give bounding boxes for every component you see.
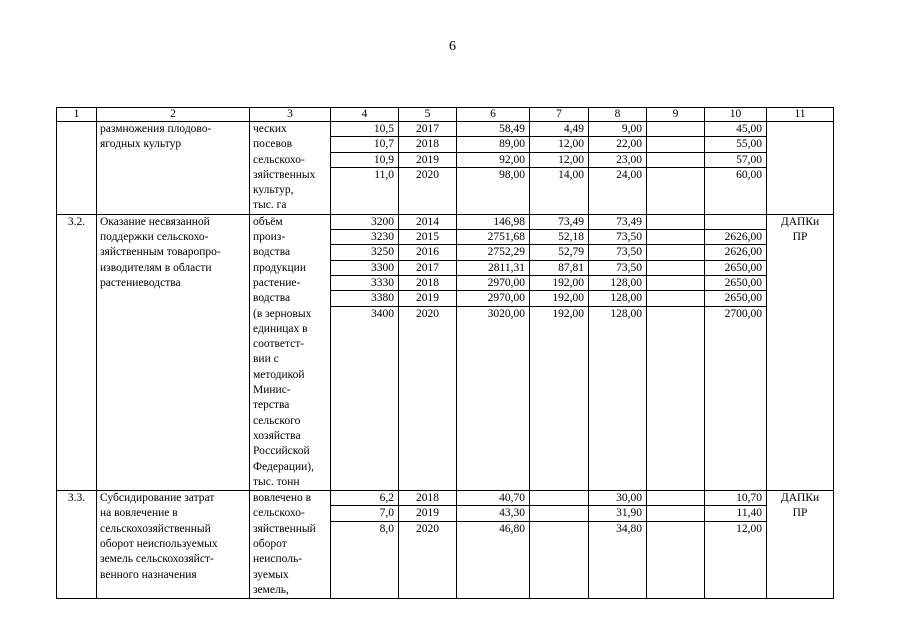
local-budget bbox=[647, 122, 705, 215]
indicator-unit-line: вии с bbox=[253, 353, 279, 366]
indicator-unit-line: (в зерновых bbox=[253, 307, 312, 320]
header-cell-9: 9 bbox=[647, 108, 705, 122]
measure-name-line: изводителям в области bbox=[100, 261, 212, 274]
header-row bbox=[57, 108, 834, 122]
regional-budget-value: 73,50 bbox=[589, 230, 646, 245]
indicator-value-value: 3380 bbox=[331, 291, 398, 306]
measure-name-line: ягодных культур bbox=[100, 138, 182, 151]
federal-budget-value: 87,81 bbox=[530, 261, 588, 276]
indicator-unit-line: вовлечено в bbox=[253, 492, 312, 505]
extrabudgetary-value: 60,00 bbox=[736, 168, 762, 181]
extrabudgetary-value: 2650,00 bbox=[705, 261, 766, 276]
extrabudgetary-value: 57,00 bbox=[705, 153, 766, 168]
measure-name bbox=[97, 214, 250, 490]
measure-name-line: Субсидирование затрат bbox=[100, 492, 215, 505]
program-table bbox=[56, 107, 834, 599]
header-cell-11: 11 bbox=[767, 108, 834, 122]
extrabudgetary bbox=[705, 122, 767, 215]
federal-budget-value bbox=[530, 522, 588, 537]
indicator-unit-line: терства bbox=[253, 399, 290, 412]
federal-budget-value: 14,00 bbox=[558, 168, 584, 181]
header-cell-3: 3 bbox=[250, 108, 331, 122]
federal-budget-value bbox=[530, 491, 588, 506]
measure-name-line: земель сельскохозяйст- bbox=[100, 553, 214, 566]
local-budget-value bbox=[647, 261, 704, 276]
executor-line: ПР bbox=[792, 231, 808, 244]
federal-budget bbox=[530, 214, 589, 490]
regional-budget bbox=[589, 122, 647, 215]
year-value: 2018 bbox=[399, 276, 456, 291]
federal-budget-value bbox=[530, 506, 588, 521]
total-amount bbox=[457, 214, 530, 490]
indicator-unit-line: произ- bbox=[253, 231, 286, 244]
indicator-value-value: 3300 bbox=[331, 261, 398, 276]
extrabudgetary-value: 45,00 bbox=[705, 122, 766, 137]
header-cell-1: 1 bbox=[57, 108, 97, 122]
total-amount-value: 146,98 bbox=[457, 215, 529, 230]
regional-budget-value: 9,00 bbox=[589, 122, 646, 137]
total-amount-value: 3020,00 bbox=[487, 307, 525, 320]
year-value: 2018 bbox=[399, 137, 456, 152]
indicator-unit-line: культур, bbox=[253, 184, 294, 197]
header-cell-2: 2 bbox=[97, 108, 250, 122]
measure-name-line: венного назначения bbox=[100, 568, 197, 581]
year bbox=[399, 491, 457, 599]
indicator-unit-line: зуемых bbox=[253, 568, 289, 581]
regional-budget-value: 128,00 bbox=[589, 291, 646, 306]
indicator-value-value: 7,0 bbox=[331, 506, 398, 521]
regional-budget-value: 34,80 bbox=[616, 522, 642, 535]
local-budget-value bbox=[647, 215, 704, 230]
total-amount-value: 2811,31 bbox=[457, 261, 529, 276]
regional-budget bbox=[589, 491, 647, 599]
total-amount-value: 89,00 bbox=[457, 137, 529, 152]
measure-name-line: на вовлечение в bbox=[100, 507, 178, 520]
table-row bbox=[57, 491, 834, 599]
indicator-value-value: 3200 bbox=[331, 215, 398, 230]
regional-budget-value: 73,50 bbox=[589, 245, 646, 260]
indicator-unit-line: ческих bbox=[253, 123, 287, 135]
local-budget-value bbox=[647, 168, 704, 183]
federal-budget-value: 192,00 bbox=[552, 307, 584, 320]
item-number bbox=[57, 122, 97, 215]
indicator-unit-line: растение- bbox=[253, 276, 301, 289]
local-budget-value bbox=[647, 307, 704, 322]
indicator-unit bbox=[250, 214, 331, 490]
indicator-unit-line: оборот bbox=[253, 538, 287, 551]
total-amount-value: 92,00 bbox=[457, 153, 529, 168]
extrabudgetary bbox=[705, 491, 767, 599]
executor-line: ДАПКи bbox=[780, 215, 820, 228]
total-amount-value: 40,70 bbox=[457, 491, 529, 506]
indicator-value-value: 3230 bbox=[331, 230, 398, 245]
indicator-value-value: 11,0 bbox=[374, 168, 394, 181]
indicator-unit-line: зяйственный bbox=[253, 522, 316, 535]
indicator-unit-line: методикой bbox=[253, 368, 305, 381]
header-cell-4: 4 bbox=[331, 108, 399, 122]
local-budget-value bbox=[647, 291, 704, 306]
measure-name-line: сельскохозяйственный bbox=[100, 522, 211, 535]
measure-name-line: растениеводства bbox=[100, 276, 181, 289]
table-row bbox=[57, 122, 834, 215]
local-budget bbox=[647, 214, 705, 490]
indicator-unit-line: продукции bbox=[253, 261, 306, 274]
measure-name-line: оборот неиспользуемых bbox=[100, 538, 218, 551]
indicator-value-value: 8,0 bbox=[379, 522, 394, 535]
year-value: 2019 bbox=[399, 291, 456, 306]
regional-budget-value: 24,00 bbox=[616, 168, 642, 181]
year-value: 2019 bbox=[399, 506, 456, 521]
regional-budget-value: 30,00 bbox=[589, 491, 646, 506]
total-amount-value: 43,30 bbox=[457, 506, 529, 521]
executor-line: ДАПКи bbox=[780, 492, 820, 505]
local-budget-value bbox=[647, 522, 704, 537]
total-amount-value: 2970,00 bbox=[457, 276, 529, 291]
measure-name-line: поддержки сельскохо- bbox=[100, 231, 209, 244]
indicator-unit-line: тыс. тонн bbox=[253, 475, 300, 488]
extrabudgetary-value: 2626,00 bbox=[705, 245, 766, 260]
year-value: 2020 bbox=[416, 168, 439, 181]
indicator-unit-line: водства bbox=[253, 246, 291, 259]
measure-name-line: размножения плодово- bbox=[100, 123, 212, 135]
executor bbox=[767, 491, 834, 599]
total-amount bbox=[457, 122, 530, 215]
header-cell-6: 6 bbox=[457, 108, 530, 122]
total-amount-value: 98,00 bbox=[499, 168, 525, 181]
extrabudgetary-value: 2700,00 bbox=[724, 307, 762, 320]
indicator-value-value: 3250 bbox=[331, 245, 398, 260]
year-value: 2014 bbox=[399, 215, 456, 230]
indicator-unit-line: тыс. га bbox=[253, 199, 287, 212]
indicator-unit-line: объём bbox=[253, 215, 283, 228]
federal-budget-value: 4,49 bbox=[530, 122, 588, 137]
regional-budget bbox=[589, 214, 647, 490]
extrabudgetary-value bbox=[705, 215, 766, 230]
measure-name bbox=[97, 491, 250, 599]
indicator-value-value: 3330 bbox=[331, 276, 398, 291]
year-value: 2020 bbox=[416, 307, 439, 320]
indicator-unit bbox=[250, 491, 331, 599]
item-number: 3.3. bbox=[57, 491, 97, 599]
indicator-unit-line: водства bbox=[253, 292, 291, 305]
measure-name-line: зяйственным товаропро- bbox=[100, 246, 221, 259]
extrabudgetary-value: 2650,00 bbox=[705, 291, 766, 306]
year-value: 2017 bbox=[399, 261, 456, 276]
extrabudgetary-value: 10,70 bbox=[705, 491, 766, 506]
federal-budget bbox=[530, 491, 589, 599]
local-budget-value bbox=[647, 122, 704, 137]
federal-budget-value: 52,79 bbox=[530, 245, 588, 260]
extrabudgetary-value: 11,40 bbox=[705, 506, 766, 521]
local-budget-value bbox=[647, 137, 704, 152]
year-value: 2015 bbox=[399, 230, 456, 245]
indicator-unit-line: Российской bbox=[253, 445, 310, 458]
executor bbox=[767, 214, 834, 490]
indicator-unit-line: сельского bbox=[253, 414, 301, 427]
indicator-unit-line: сельскохо- bbox=[253, 507, 305, 520]
total-amount-value: 2970,00 bbox=[457, 291, 529, 306]
measure-name-line: Оказание несвязанной bbox=[100, 215, 210, 228]
federal-budget-value: 73,49 bbox=[530, 215, 588, 230]
federal-budget-value: 12,00 bbox=[530, 137, 588, 152]
federal-budget-value: 192,00 bbox=[530, 276, 588, 291]
federal-budget-value: 12,00 bbox=[530, 153, 588, 168]
local-budget-value bbox=[647, 153, 704, 168]
federal-budget-value: 52,18 bbox=[530, 230, 588, 245]
indicator-unit-line: неисполь- bbox=[253, 553, 303, 566]
year-value: 2018 bbox=[399, 491, 456, 506]
year-value: 2019 bbox=[399, 153, 456, 168]
regional-budget-value: 23,00 bbox=[589, 153, 646, 168]
indicator-unit-line: сельскохо- bbox=[253, 153, 305, 166]
indicator-unit-line: земель, bbox=[253, 583, 289, 596]
regional-budget-value: 128,00 bbox=[610, 307, 642, 320]
extrabudgetary-value: 2650,00 bbox=[705, 276, 766, 291]
federal-budget bbox=[530, 122, 589, 215]
indicator-unit-line: соответст- bbox=[253, 338, 305, 351]
year-value: 2016 bbox=[399, 245, 456, 260]
extrabudgetary-value: 55,00 bbox=[705, 137, 766, 152]
total-amount-value: 2751,68 bbox=[457, 230, 529, 245]
indicator-value-value: 3400 bbox=[371, 307, 394, 320]
extrabudgetary-value: 2626,00 bbox=[705, 230, 766, 245]
local-budget-value bbox=[647, 230, 704, 245]
executor bbox=[767, 122, 834, 215]
year bbox=[399, 122, 457, 215]
indicator-unit-line: единицах в bbox=[253, 322, 308, 335]
indicator-unit-line: зяйственных bbox=[253, 168, 316, 181]
indicator-value-value: 6,2 bbox=[331, 491, 398, 506]
table-row bbox=[57, 214, 834, 490]
indicator-unit-line: Федерации), bbox=[253, 460, 315, 473]
regional-budget-value: 73,50 bbox=[589, 261, 646, 276]
local-budget-value bbox=[647, 506, 704, 521]
indicator-value-value: 10,9 bbox=[331, 153, 398, 168]
measure-name bbox=[97, 122, 250, 215]
item-number: 3.2. bbox=[57, 214, 97, 490]
regional-budget-value: 22,00 bbox=[589, 137, 646, 152]
indicator-value bbox=[331, 214, 399, 490]
local-budget bbox=[647, 491, 705, 599]
indicator-value-value: 10,5 bbox=[331, 122, 398, 137]
federal-budget-value: 192,00 bbox=[530, 291, 588, 306]
year-value: 2020 bbox=[416, 522, 439, 535]
extrabudgetary bbox=[705, 214, 767, 490]
executor-line: ПР bbox=[792, 507, 808, 520]
local-budget-value bbox=[647, 491, 704, 506]
indicator-unit bbox=[250, 122, 331, 215]
indicator-value-value: 10,7 bbox=[331, 137, 398, 152]
header-cell-8: 8 bbox=[589, 108, 647, 122]
indicator-unit-line: посевов bbox=[253, 138, 293, 151]
page-number: 6 bbox=[449, 39, 456, 54]
local-budget-value bbox=[647, 276, 704, 291]
local-budget-value bbox=[647, 245, 704, 260]
indicator-unit-line: Минис- bbox=[253, 384, 291, 397]
year-value: 2017 bbox=[399, 122, 456, 137]
regional-budget-value: 73,49 bbox=[589, 215, 646, 230]
regional-budget-value: 128,00 bbox=[589, 276, 646, 291]
total-amount-value: 58,49 bbox=[457, 122, 529, 137]
indicator-value bbox=[331, 491, 399, 599]
total-amount-value: 2752,29 bbox=[457, 245, 529, 260]
year bbox=[399, 214, 457, 490]
extrabudgetary-value: 12,00 bbox=[736, 522, 762, 535]
header-cell-7: 7 bbox=[530, 108, 589, 122]
header-cell-10: 10 bbox=[705, 108, 767, 122]
header-cell-5: 5 bbox=[399, 108, 457, 122]
regional-budget-value: 31,90 bbox=[589, 506, 646, 521]
total-amount bbox=[457, 491, 530, 599]
indicator-value bbox=[331, 122, 399, 215]
indicator-unit-line: хозяйства bbox=[253, 429, 301, 442]
total-amount-value: 46,80 bbox=[499, 522, 525, 535]
